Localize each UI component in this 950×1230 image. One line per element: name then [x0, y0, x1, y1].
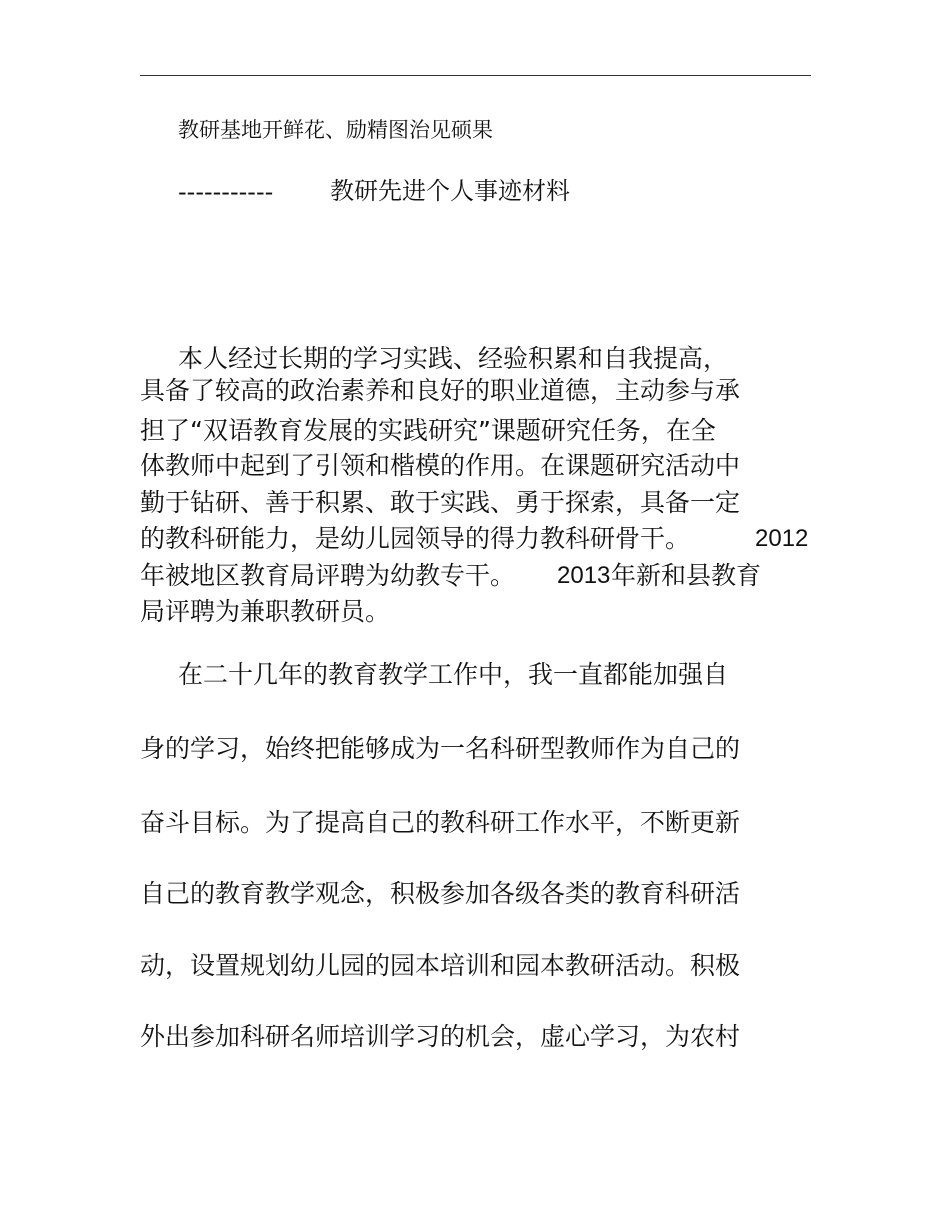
paragraph-line: 身的学习，始终把能够成为一名科研型教师作为自己的 — [140, 734, 741, 763]
paragraph-line: 动，设置规划幼儿园的园本培训和园本教研活动。积极 — [140, 951, 741, 980]
paragraph-line: 局评聘为兼职教研员。 — [140, 597, 391, 626]
page-title: 教研先进个人事迹材料 — [330, 177, 570, 205]
paragraph-line: 的教科研能力，是幼儿园领导的得力教科研骨干。 — [140, 524, 691, 553]
top-rule — [140, 75, 811, 76]
paragraph-line: 勤于钻研、善于积累、敢于实践、勇于探索，具备一定 — [140, 488, 741, 517]
paragraph-line: 外出参加科研名师培训学习的机会，虚心学习，为农村 — [140, 1022, 741, 1051]
paragraph-line: 体教师中起到了引领和楷模的作用。在课题研究活动中 — [140, 451, 741, 480]
paragraph-line: 具备了较高的政治素养和良好的职业道德，主动参与承 — [140, 376, 741, 405]
year-2013: 2013 — [557, 562, 611, 589]
paragraph-line: 担了“双语教育发展的实践研究”课题研究任务，在全 — [140, 416, 716, 445]
paragraph-line: 本人经过长期的学习实践、经验积累和自我提高， — [178, 344, 729, 373]
document-header: 教研基地开鲜花、励精图治见硕果 — [178, 118, 493, 142]
subtitle-dashes: ----------- — [178, 178, 274, 206]
year-2012: 2012 — [755, 525, 809, 552]
paragraph-line: 年新和县教育 — [611, 561, 762, 590]
paragraph-line: 奋斗目标。为了提高自己的教科研工作水平，不断更新 — [140, 808, 741, 837]
paragraph-line: 在二十几年的教育教学工作中，我一直都能加强自 — [178, 660, 729, 689]
paragraph-line: 年被地区教育局评聘为幼教专干。 — [140, 561, 516, 590]
paragraph-line: 自己的教育教学观念，积极参加各级各类的教育科研活 — [140, 879, 741, 908]
